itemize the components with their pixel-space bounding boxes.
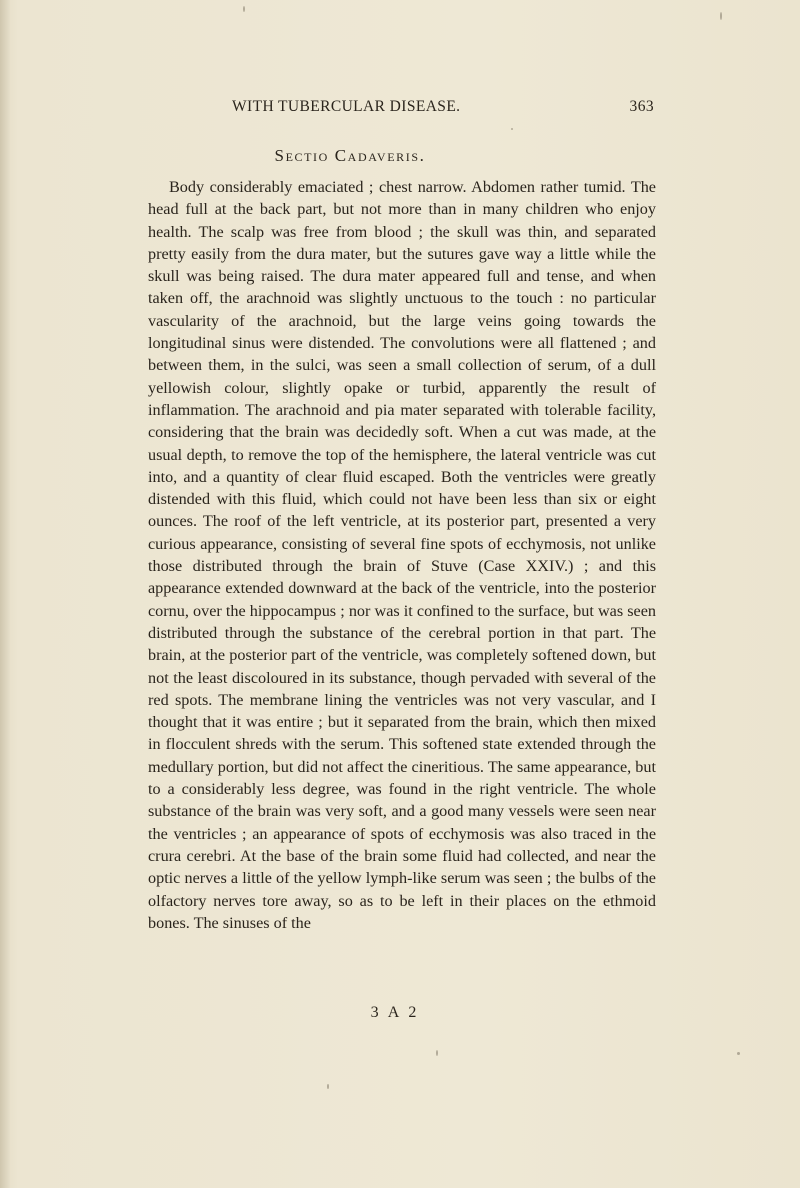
paper-speck xyxy=(436,1050,438,1056)
signature-mark: 3 A 2 xyxy=(370,1004,420,1021)
running-title: WITH TUBERCULAR DISEASE. xyxy=(232,98,461,115)
body-text xyxy=(148,176,656,934)
body-paragraph: Body considerably emaciated ; chest narrow. Abdomen rather tumid. The head full at the back part, but not more than in many children who enjoy health. The scalp was free from blood ; the skull was thin, and separated pretty easily from the dura mater, but the sutures gave way a little while the skull was being raised. The dura mater appeared full and tense, and when taken off, the arachnoid was slightly unctuous to the touch : no particular vascularity of the arachnoid, but the large veins going towards the longitudinal sinus were distended. The convolutions were all flattened ; and between them, in the sulci, was seen a small collection of serum, of a dull yellowish colour, slightly opake or turbid, apparently the result of inflammation. The arachnoid and pia mater separated with tolerable facility, considering that the brain was decidedly soft. When a cut was made, at the usual depth, to remove the top of the hemisphere, the lateral ventricle was cut into, and a quantity of clear fluid escaped. Both the ventricles were greatly distended with this fluid, which could not have been less than six or eight ounces. The roof of the left ventricle, at its posterior part, presented a very curious appearance, consisting of several fine spots of ecchymosis, not unlike those distributed through the brain of Stuve (Case XXIV.) ; and this appearance extended downward at the back of the ventricle, into the posterior cornu, over the hippocampus ; nor was it confined to the surface, but was seen distributed through the substance of the cerebral portion in that part. The brain, at the posterior part of the ventricle, was completely softened down, but not the least discoloured in its substance, though pervaded with several of the red spots. The membrane lining the ventricles was not very vascular, and I thought that it was entire ; but it separated from the brain, which then mixed in flocculent shreds with the serum. This softened state extended through the medullary portion, but did not affect the cineritious. The same appearance, but to a considerably less degree, was found in the right ventricle. The whole substance of the brain was very soft, and a good many vessels were seen near the ventricles ; an appearance of spots of ecchymosis was also traced in the crura cerebri. At the base of the brain some fluid had collected, and near the optic nerves a little of the yellow lymph-like serum was seen ; the bulbs of the olfactory nerves tore away, so as to be left in their places on the ethmoid bones. The sinuses of the xyxy=(148,178,656,932)
running-header xyxy=(232,98,654,122)
page-number: 363 xyxy=(629,98,654,115)
paper-speck xyxy=(327,1084,329,1089)
paper-speck xyxy=(720,12,722,20)
paper-speck xyxy=(243,6,245,12)
paper-speck xyxy=(511,128,513,130)
section-heading: Sectio Cadaveris. xyxy=(274,146,426,165)
paper-speck xyxy=(737,1052,740,1055)
